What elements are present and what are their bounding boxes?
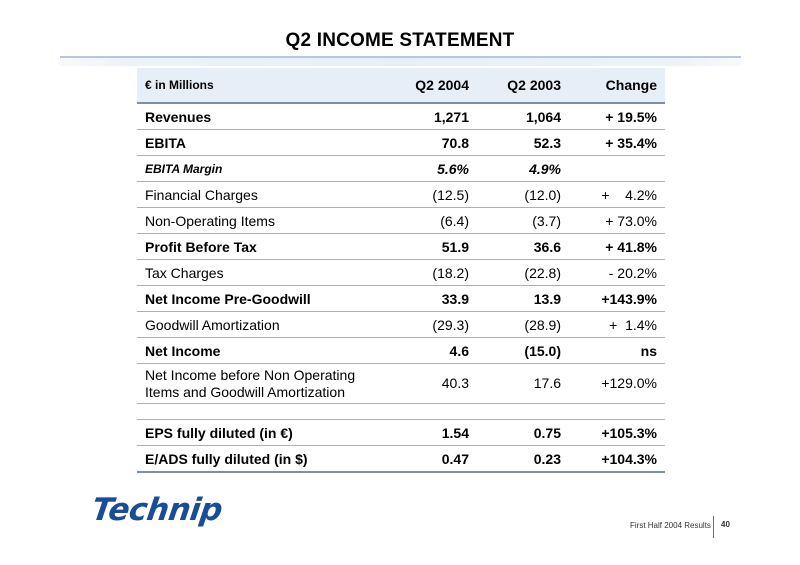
table-row xyxy=(137,260,665,286)
row-label: EBITA Margin xyxy=(137,156,379,182)
table-row xyxy=(137,338,665,364)
value-q2-2003: 0.75 xyxy=(477,420,569,446)
value-change xyxy=(569,156,665,182)
value-change: +104.3% xyxy=(569,446,665,473)
value-change: + 73.0% xyxy=(569,208,665,234)
table-row xyxy=(137,130,665,156)
value-q2-2003: (15.0) xyxy=(477,338,569,364)
value-q2-2004: 40.3 xyxy=(379,364,477,404)
value-q2-2003: 36.6 xyxy=(477,234,569,260)
value-change: ns xyxy=(569,338,665,364)
page-number: 40 xyxy=(721,520,730,529)
table-row xyxy=(137,446,665,473)
value-q2-2004: 70.8 xyxy=(379,130,477,156)
footer-caption: First Half 2004 Results xyxy=(630,521,711,530)
value-change: + 1.4% xyxy=(569,312,665,338)
row-label: EPS fully diluted (in €) xyxy=(137,420,379,446)
row-label: Profit Before Tax xyxy=(137,234,379,260)
value-q2-2004: 0.47 xyxy=(379,446,477,473)
row-label: Non-Operating Items xyxy=(137,208,379,234)
title-divider xyxy=(60,56,741,66)
row-label-line2: Items and Goodwill Amortization xyxy=(145,383,345,400)
table-row xyxy=(137,182,665,208)
value-change: + 19.5% xyxy=(569,103,665,130)
logo-wordmark: Technip xyxy=(89,492,225,528)
value-q2-2004: (6.4) xyxy=(379,208,477,234)
value-change: + 41.8% xyxy=(569,234,665,260)
technip-logo xyxy=(89,492,224,528)
value-q2-2003: 17.6 xyxy=(477,364,569,404)
row-label: E/ADS fully diluted (in $) xyxy=(137,446,379,473)
value-q2-2004: (29.3) xyxy=(379,312,477,338)
value-q2-2004: 51.9 xyxy=(379,234,477,260)
value-q2-2004: (12.5) xyxy=(379,182,477,208)
value-q2-2004: 1,271 xyxy=(379,103,477,130)
table-row xyxy=(137,364,665,404)
value-change: +105.3% xyxy=(569,420,665,446)
value-q2-2003: 0.23 xyxy=(477,446,569,473)
table-row xyxy=(137,103,665,130)
page-title: Q2 INCOME STATEMENT xyxy=(285,30,515,51)
income-statement-table xyxy=(137,68,665,473)
table-row xyxy=(137,286,665,312)
header-q2-2003: Q2 2003 xyxy=(477,68,569,103)
row-label: Net Income Pre-Goodwill xyxy=(137,286,379,312)
spacer-row xyxy=(137,404,665,420)
value-change: +143.9% xyxy=(569,286,665,312)
header-q2-2004: Q2 2004 xyxy=(379,68,477,103)
row-label: Revenues xyxy=(137,103,379,130)
table-row xyxy=(137,420,665,446)
value-q2-2003: (22.8) xyxy=(477,260,569,286)
row-label: Goodwill Amortization xyxy=(137,312,379,338)
row-label: Tax Charges xyxy=(137,260,379,286)
value-q2-2004: (18.2) xyxy=(379,260,477,286)
value-q2-2003: 13.9 xyxy=(477,286,569,312)
row-label: EBITA xyxy=(137,130,379,156)
value-q2-2003: 52.3 xyxy=(477,130,569,156)
value-change: + 35.4% xyxy=(569,130,665,156)
value-q2-2003: 4.9% xyxy=(477,156,569,182)
value-q2-2004: 33.9 xyxy=(379,286,477,312)
header-change: Change xyxy=(569,68,665,103)
header-currency-unit: € in Millions xyxy=(137,68,379,103)
footer-divider xyxy=(713,516,714,538)
table-header-row xyxy=(137,68,665,103)
table-row xyxy=(137,156,665,182)
value-q2-2004: 4.6 xyxy=(379,338,477,364)
value-q2-2003: (3.7) xyxy=(477,208,569,234)
table-row xyxy=(137,312,665,338)
row-label: Net Income xyxy=(137,338,379,364)
value-q2-2004: 1.54 xyxy=(379,420,477,446)
value-q2-2003: 1,064 xyxy=(477,103,569,130)
row-label-line1: Net Income before Non Operating xyxy=(145,366,356,383)
value-q2-2004: 5.6% xyxy=(379,156,477,182)
value-change: +129.0% xyxy=(569,364,665,404)
row-label xyxy=(137,364,379,404)
row-label: Financial Charges xyxy=(137,182,379,208)
value-change: + 4.2% xyxy=(569,182,665,208)
table-row xyxy=(137,208,665,234)
table-row xyxy=(137,234,665,260)
value-q2-2003: (12.0) xyxy=(477,182,569,208)
value-q2-2003: (28.9) xyxy=(477,312,569,338)
value-change: - 20.2% xyxy=(569,260,665,286)
